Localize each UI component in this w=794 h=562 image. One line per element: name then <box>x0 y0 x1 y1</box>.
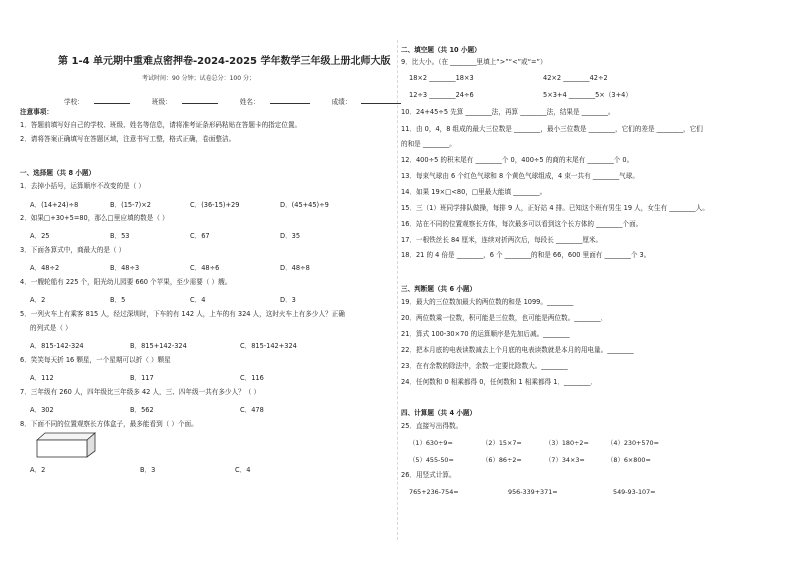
option[interactable]: B．53 <box>110 232 130 240</box>
option[interactable]: B．562 <box>130 406 154 414</box>
option[interactable]: D．(45+45)÷9 <box>280 201 329 209</box>
compare-item: 12÷3 ________24÷6 <box>409 91 474 99</box>
question-text: 18．21 的 4 倍是 ________，6 个 ________的和是 66，600 里面有 ________个 3。 <box>401 251 651 259</box>
exam-info: 考试时间：90 分钟；试卷总分：100 分； <box>142 75 255 82</box>
page-title: 第 1-4 单元期中重难点密押卷-2024-2025 学年数学三年级上册北师大版 <box>58 56 391 67</box>
section-heading-calc: 四、计算题（共 4 小题） <box>401 409 477 417</box>
question-text: 5．一列火车上有乘客 815 人，经过深圳时，下车的有 142 人，上车的有 324 人，这时火车上有多少人？正确 <box>20 310 345 318</box>
option[interactable]: A．25 <box>30 232 50 240</box>
section-heading-choice: 一、选择题（共 8 小题） <box>20 169 96 177</box>
class-field[interactable]: 班级： <box>152 96 228 106</box>
option[interactable]: A．48÷2 <box>30 264 60 272</box>
option[interactable]: B．815+142-324 <box>130 342 187 350</box>
vertical-calc-item: 956-339+371= <box>508 488 558 496</box>
question-text: 1．去掉小括号，运算顺序不改变的是（ ） <box>20 182 145 190</box>
question-text: 26．用竖式计算。 <box>401 471 456 479</box>
option[interactable]: C．4 <box>235 466 251 474</box>
option[interactable]: C．67 <box>190 232 210 240</box>
question-text: 7．三年级有 260 人，四年级比三年级多 42 人，三、四年级一共有多少人？（ ） <box>20 388 261 396</box>
question-text: 9．比大小。（在 ________里填上“>”“<”或“=”） <box>401 58 547 66</box>
notes-title: 注意事项： <box>20 108 53 116</box>
calc-item: （3）180÷2= <box>545 439 589 447</box>
section-heading-fill: 二、填空题（共 10 小题） <box>401 46 481 54</box>
option[interactable]: D．35 <box>280 232 301 240</box>
question-text: 16．站在不同的位置观察长方体，每次最多可以看到这个长方体的 ________个面。 <box>401 220 643 228</box>
option[interactable]: C．478 <box>240 406 264 414</box>
calc-item: （7）34×3= <box>545 456 585 464</box>
option[interactable]: A．112 <box>30 374 54 382</box>
question-text: 20．两位数乘一位数，积可能是三位数，也可能是两位数。________． <box>401 314 608 322</box>
question-text: 22．把本月底的电表读数减去上个月底的电表读数就是本月的用电量。________ <box>401 346 634 354</box>
name-field[interactable]: 姓名： <box>240 96 320 106</box>
calc-item: （6）86÷2= <box>482 456 522 464</box>
page-fold-divider <box>397 40 398 540</box>
option[interactable]: A．(14+24)÷8 <box>30 201 79 209</box>
note-item: 2．请将答案正确填写在答题区域，注意书写工整，格式正确，卷面整洁。 <box>20 135 236 143</box>
calc-item: （1）630÷9= <box>409 439 453 447</box>
question-text: 24．任何数和 0 相乘都得 0，任何数和 1 相乘都得 1．________． <box>401 378 597 386</box>
question-text: 17．一根铁丝长 84 厘米，连续对折两次后，每段长 ________厘米。 <box>401 236 603 244</box>
option[interactable]: C．48÷6 <box>190 264 220 272</box>
question-text: 4．一艘轮船有 225 个，阳光幼儿园要 660 个苹果，至少需要（ ）艘。 <box>20 278 232 286</box>
option[interactable]: C．815-142+324 <box>240 342 297 350</box>
option[interactable]: A．302 <box>30 406 54 414</box>
question-text: 25．直接写出得数。 <box>401 422 463 430</box>
option[interactable]: C．4 <box>190 296 206 304</box>
calc-item: （2）15×7= <box>482 439 522 447</box>
option[interactable]: A．2 <box>30 296 46 304</box>
question-text-continued: 的和是 ________。 <box>401 140 456 148</box>
vertical-calc-item: 549-93-107= <box>613 488 656 496</box>
calc-item: （8）6×800= <box>607 456 651 464</box>
school-blank[interactable] <box>94 97 130 104</box>
cuboid-image <box>36 432 96 458</box>
option[interactable]: A．2 <box>30 466 46 474</box>
option[interactable]: B．48÷3 <box>110 264 140 272</box>
option[interactable]: B．3 <box>140 466 156 474</box>
question-text: 15．三（1）班同学排队做操，每排 9 人，正好站 4 排。已知这个班有男生 19 人，女生有 ________人。 <box>401 204 709 212</box>
question-text: 19．最大的三位数加最大的两位数的和是 1099。________ <box>401 298 574 306</box>
note-item: 1．答题前填写好自己的学校、班级、姓名等信息，请将准考证条形码粘贴在答题卡的指定位置。 <box>20 121 302 129</box>
option[interactable]: A．815-142-324 <box>30 342 84 350</box>
question-text: 11．由 0，4，8 组成的最大三位数是 ________，最小三位数是 ________，它们的差是 ________，它们 <box>401 125 703 133</box>
option[interactable]: B．(15-7)×2 <box>110 201 151 209</box>
score-blank[interactable] <box>361 97 401 104</box>
option[interactable]: D．3 <box>280 296 296 304</box>
question-text: 14．如果 19×□<80，□里最大能填 ________。 <box>401 188 547 196</box>
school-field[interactable]: 学校： <box>64 96 140 106</box>
question-text: 6．笑笑每天折 16 颗星，一个星期可以折（ ）颗星 <box>20 356 171 364</box>
calc-item: （4）230+570= <box>607 439 659 447</box>
compare-item: 5×3+4 ________5×（3+4） <box>543 91 632 99</box>
option[interactable]: D．48÷8 <box>280 264 310 272</box>
question-text: 23．在有余数的除法中，余数一定要比除数大。________ <box>401 362 568 370</box>
calc-item: （5）455-50= <box>409 456 454 464</box>
question-text: 8．下面不同的位置观察长方体盒子，最多能看到（ ）个面。 <box>20 420 198 428</box>
option[interactable]: C．116 <box>240 374 264 382</box>
compare-item: 42×2 ________42÷2 <box>543 74 608 82</box>
name-blank[interactable] <box>270 97 310 104</box>
option[interactable]: B．5 <box>110 296 126 304</box>
student-info-row <box>64 96 394 106</box>
option[interactable]: C．(36-15)+29 <box>190 201 240 209</box>
compare-item: 18×2 ________18×3 <box>409 74 474 82</box>
class-blank[interactable] <box>182 97 218 104</box>
question-text: 21．算式 100-30×70 的运算顺序是先加后减。________ <box>401 330 570 338</box>
question-text: 13．每束气球由 6 个红色气球和 8 个黄色气球组成，4 束一共有 ________气球。 <box>401 172 639 180</box>
option[interactable]: B．117 <box>130 374 154 382</box>
vertical-calc-item: 765+236-754= <box>409 488 459 496</box>
question-text: 12．400÷5 的积末尾有 ________个 0，400÷5 的商的末尾有 ________个 0。 <box>401 156 634 164</box>
question-text: 3．下面各算式中，商最大的是（ ） <box>20 246 126 254</box>
question-text-continued: 的列式是（ ） <box>30 324 72 332</box>
question-text: 10．24+45÷5 先算 ________法，再算 ________法，结果是 ________。 <box>401 108 615 116</box>
section-heading-judge: 三、判断题（共 6 小题） <box>401 285 477 293</box>
score-field[interactable]: 成绩： <box>332 96 412 106</box>
question-text: 2．如果□+30+5=80，那么□里应填的数是（ ） <box>20 214 169 222</box>
